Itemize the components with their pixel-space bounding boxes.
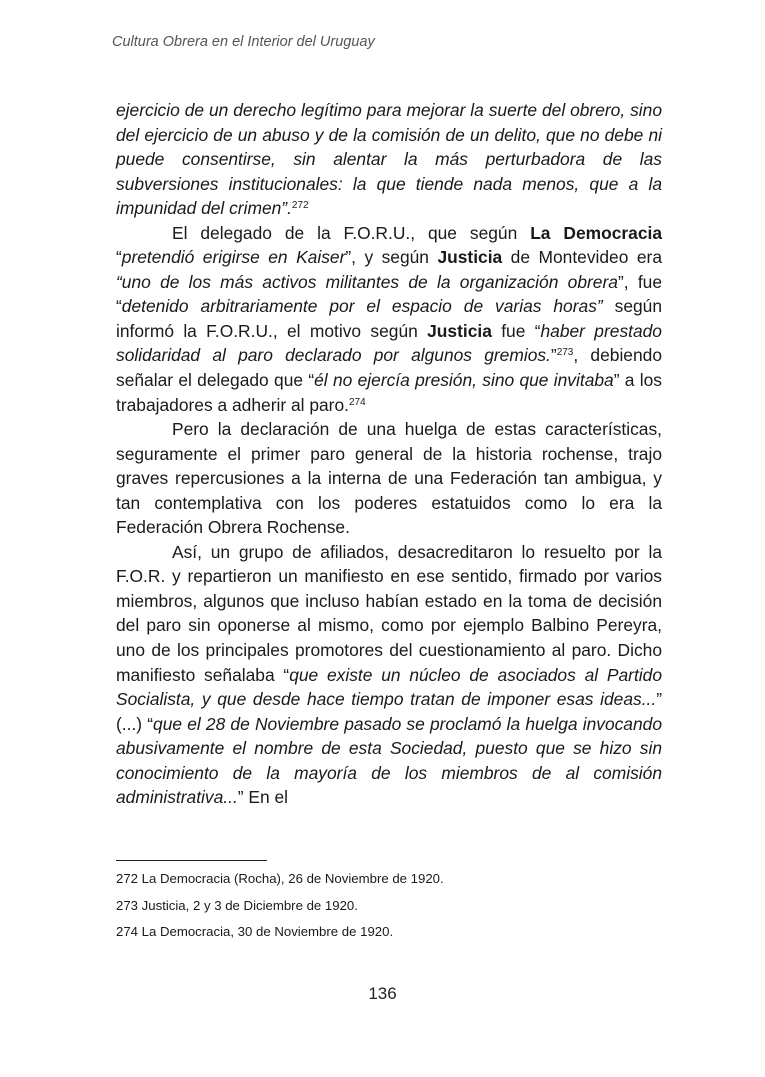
text-run: “ <box>116 247 122 268</box>
footnote-separator <box>116 860 267 861</box>
page-number: 136 <box>368 984 397 1003</box>
body-text <box>116 98 662 810</box>
text-run: Pero la declaración de una huelga de estas características, seguramente el primer paro general de la historia rochense, trajo graves repercusiones a la interna de una Federación tan ambigua, y tan contemplativa con los poderes estatuidos como lo era la Federación Obrera Rochense. <box>116 419 662 538</box>
text-run: El delegado de la F.O.R.U., que según <box>172 222 531 243</box>
italic-text: que el 28 de Noviembre pasado se proclamó la huelga invocando abusivamente el nombre de esta Sociedad, puesto que se hizo sin conocimiento de la mayoría de los miembros de al comisión administrativa... <box>116 713 662 808</box>
text-run: ”, y según <box>345 247 438 268</box>
italic-text: pretendió erigirse en Kaiser <box>121 247 346 268</box>
text-run: ” En el <box>237 787 289 808</box>
bold-text: Justicia <box>437 247 503 268</box>
text-run: , debiendo señalar el delegado que “ <box>116 345 662 391</box>
italic-text: ejercicio de un derecho legítimo para mejorar la suerte del obrero, sino del ejercicio de un abuso y de la comisión de un delito, que no debe ni puede consentirse, sin alentar la más perturbadora de las subversiones institucionales: la que tiende nada menos, que a la impunidad del crimen”. <box>116 100 662 219</box>
footnote-ref: 273 <box>556 347 574 359</box>
footnote: 272 La Democracia (Rocha), 26 de Noviembre de 1920. <box>116 871 444 886</box>
italic-text: “uno de los más activos militantes de la organización obrera <box>116 271 618 292</box>
text-run: ” <box>550 345 557 366</box>
paragraph <box>116 540 662 810</box>
footnote-ref: 272 <box>291 200 309 212</box>
text-run: de Montevideo era <box>502 247 662 268</box>
italic-text: haber prestado solidaridad al paro declarado por algunos gremios. <box>116 320 662 366</box>
text-run: ”, fue “ <box>116 271 662 317</box>
italic-text: él no ejercía presión, sino que invitaba <box>314 370 614 391</box>
footnote: 274 La Democracia, 30 de Noviembre de 1920. <box>116 924 394 939</box>
footnotes <box>116 866 444 946</box>
footnote-ref: 274 <box>348 396 366 408</box>
text-run: ” (...) “ <box>116 689 662 734</box>
italic-text: detenido arbitrariamente por el espacio de varias horas” <box>121 296 603 317</box>
text-run: fue “ <box>491 320 541 341</box>
paragraph <box>116 221 662 417</box>
running-header: Cultura Obrera en el Interior del Uruguay <box>112 34 375 50</box>
text-run: según informó la F.O.R.U., el motivo según <box>116 296 663 341</box>
text-run: ” a los trabajadores a adherir al paro. <box>116 370 663 415</box>
paragraph <box>116 98 662 221</box>
paragraph <box>116 417 662 540</box>
bold-text: Justicia <box>427 320 492 341</box>
italic-text: que existe un núcleo de asociados al Partido Socialista, y que desde hace tiempo tratan de imponer esas ideas... <box>116 664 662 710</box>
footnote: 273 Justicia, 2 y 3 de Diciembre de 1920. <box>116 897 358 913</box>
bold-text: La Democracia <box>530 222 662 243</box>
text-run: Así, un grupo de afiliados, desacreditaron lo resuelto por la F.O.R. y repartieron un manifiesto en ese sentido, firmado por varios miembros, algunos que incluso habían estado en la toma de decisión del paro sin oponerse al mismo, como por ejemplo Balbino Pereyra, uno de los principales promotores del cuestionamiento al paro. Dicho manifiesto señalaba “ <box>116 541 662 685</box>
